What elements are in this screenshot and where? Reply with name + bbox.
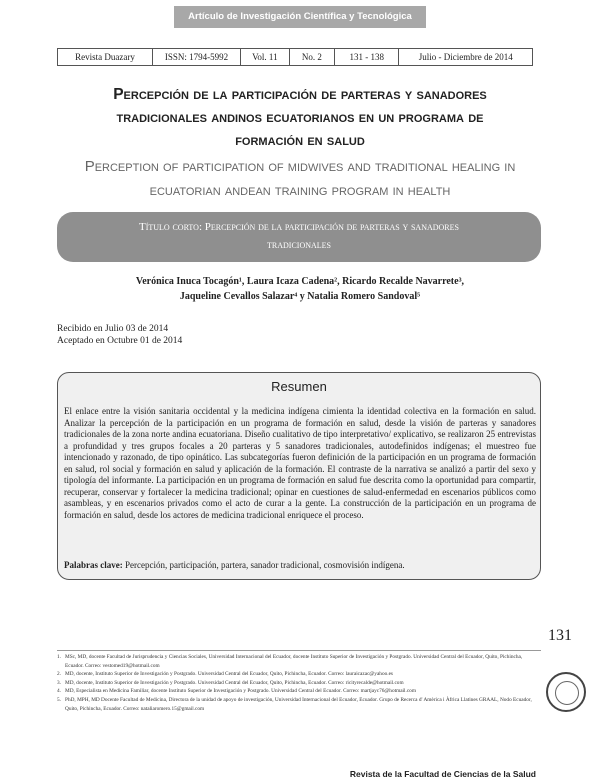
footnote-text: PhD, MPH, MD Docente Facultad de Medicina, Directora de la unidad de apoyo de investigación, Universidad Internacional del Ecuador, Ecuador. Grupo de Recerca d' Amèrica i Àfrica Llatines GRAAL, Nodo Ecuador, Quito, Pichincha, Ecuador. Correo: nataliaromero.15@gmail.com [65,696,532,712]
meta-volume: Vol. 11 [241,49,290,65]
title-es-line: formación en salud [235,132,365,149]
footnotes [57,653,535,713]
meta-number: No. 2 [290,49,336,65]
seal-inner-ring [555,681,579,705]
meta-period: Julio - Diciembre de 2014 [418,52,513,62]
footnote [57,653,535,670]
footnote-number: 2. [57,671,61,678]
title-en-line: Perception of participation of midwives and traditional healing in [84,158,516,175]
meta-pages: 131 - 138 [335,49,399,65]
journal-meta-bar [57,48,533,66]
footnote [57,679,535,688]
title-english [60,155,540,203]
footnote-text: MD, docente, Instituto Superior de Investigación y Postgrado. Universidad Central del Ecuador, Quito, Pichincha, Ecuador. Correo: lauraicazac@yahoo.es [65,671,393,678]
authors-line: Jaqueline Cevallos Salazar⁴ y Natalia Romero Sandoval⁵ [179,291,421,302]
footnote-text: MD, docente, Instituto Superior de Investigación y Postgrado. Universidad Central del Ecuador, Quito, Pichincha, Ecuador. Correo: ricityrecalde@hotmail.com [65,679,404,686]
title-es-line: tradicionales andinos ecuatorianos en un programa de [116,109,484,126]
keywords-label: Palabras clave: [64,560,123,570]
footnote-text: MSc, MD, docente Facultad de Jurisprudencia y Ciencias Sociales, Universidad Internacional del Ecuador, docente Instituto Superior de Investigación y Postgrado. Universidad Central del Ecuador, Quito, Pichincha, Ecuador. Correo: vestomed19@hotmail.com [65,654,523,669]
footnote-divider [57,650,541,651]
footnote-number: 1. [57,654,61,660]
title-es-line: Percepción de la participación de parteras y sanadores [113,86,487,103]
title-spanish [60,83,540,152]
footnote-number: 5. [57,696,61,703]
section-banner: Artículo de Investigación Científica y Tecnológica [174,6,426,28]
footnote-number: 4. [57,688,61,695]
university-seal-icon [546,672,586,712]
abstract-heading: Resumen [271,379,327,394]
footer-journal-title: Revista de la Facultad de Ciencias de la Salud [349,769,536,779]
keywords-list: Percepción, participación, partera, sanador tradicional, cosmovisión indígena. [122,560,405,570]
footnote-number: 3. [57,679,61,686]
short-title-box [57,212,541,262]
footnote [57,670,535,679]
meta-issn: ISSN: 1794-5992 [153,49,241,65]
authors-line: Verónica Inuca Tocagón¹, Laura Icaza Cadena², Ricardo Recalde Navarrete³, [135,276,465,287]
title-en-line: ecuatorian andean training program in health [149,182,451,199]
accepted-date: Aceptado en Octubre 01 de 2014 [57,336,183,346]
article-dates [57,323,182,347]
abstract-body: El enlace entre la visión sanitaria occidental y la medicina indígena cimienta la identidad colectiva en la formación en salud. Analizar la percepción de la participación en un programa de formación en salud, desde la visión de parteras y sanadores tradicionales de la zona norte andina ecuatoriana. Diseño cualitativo de tipo interpretativo/ explicativo, se realizaron 25 entrevistas a profundidad y tres grupos focales a 20 parteras y 5 sanadores tradicionales, autodefinidos indígenas; el muestreo fue intencionado y razonado, de tipo opinático. Las subcategorías fueron definición de la participación en un programa de formación en salud, rol social y formación en salud y aplicación de la formación. El contraste de la narrativa se analizó a partir del sexo y tipología del informante. La participación en un programa de formación en salud fue descrita como la oportunidad para compartir, recuperar, conservar y fortalecer la medicina tradicional; opinar en cuestiones de salud-enfermedad en escenarios públicos como asambleas, y en escenarios privados como el acto de curar a la gente. La construcción de la participación en un programa de formación en salud, desde los actores de medicina tradicional enriquece el proceso. [64,406,536,520]
abstract-box [57,372,541,580]
authors [60,274,540,304]
keywords [64,560,536,572]
short-title-line: tradicionales [267,239,331,251]
meta-journal: Revista Duazary [58,49,153,65]
footnote [57,687,535,696]
footnote [57,696,535,713]
footnote-text: MD, Especialista en Medicina Familiar, docente Instituto Superior de Investigación y Postgrado. Universidad Central del Ecuador. Correo: martjayc76@hotmail.com [65,688,416,695]
received-date: Recibido en Julio 03 de 2014 [57,324,169,334]
short-title-line: Título corto: Percepción de la participación de parteras y sanadores [139,221,459,233]
page-number: 131 [548,627,572,644]
